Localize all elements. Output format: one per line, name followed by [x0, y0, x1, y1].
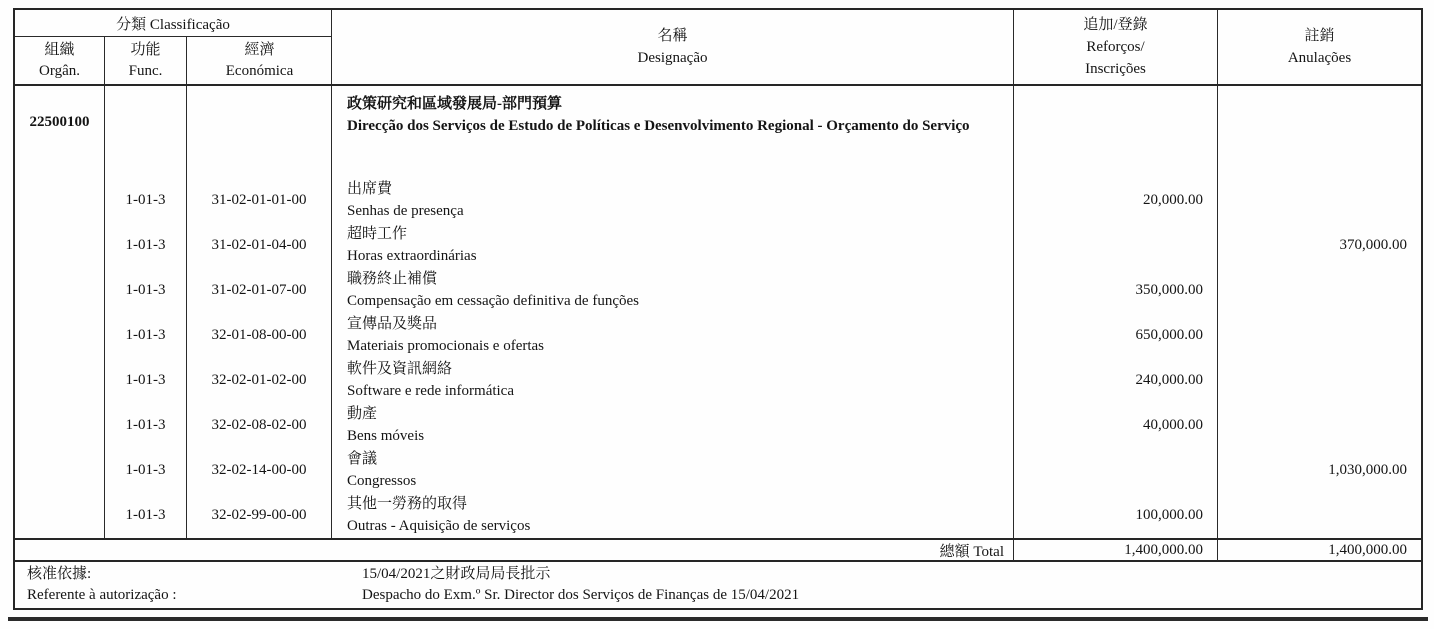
designation-zh: 超時工作 — [347, 226, 408, 242]
reforcos-amount: 40,000.00 — [1014, 403, 1218, 448]
func-code: 1-01-3 — [105, 178, 187, 223]
designation-cell — [332, 223, 1014, 268]
designation-pt: Congressos — [347, 472, 417, 489]
anulacoes-amount — [1218, 268, 1421, 313]
bottom-rule-divider — [8, 617, 1428, 621]
authorization-value — [347, 564, 1421, 608]
designation-cell — [332, 268, 1014, 313]
anulacoes-amount — [1218, 403, 1421, 448]
designation-pt: Software e rede informática — [347, 382, 514, 399]
designation-cell — [332, 358, 1014, 403]
func-header-pt: Func. — [128, 62, 163, 79]
func-code: 1-01-3 — [105, 313, 187, 358]
designation-pt: Horas extraordinárias — [347, 247, 477, 264]
designation-cell — [332, 313, 1014, 358]
designation-zh: 軟件及資訊網絡 — [347, 361, 453, 377]
table-row — [15, 268, 1421, 313]
designation-pt: Senhas de presença — [347, 202, 464, 219]
empty-func-cell — [105, 86, 187, 178]
func-code: 1-01-3 — [105, 268, 187, 313]
econ-code: 32-02-01-02-00 — [187, 358, 332, 403]
organ-code: 22500100 — [15, 86, 105, 178]
column-header-designation — [332, 10, 1014, 84]
func-code: 1-01-3 — [105, 223, 187, 268]
designation-zh: 職務終止補償 — [347, 271, 438, 287]
designation-zh: 動產 — [347, 406, 378, 422]
anulacoes-amount — [1218, 358, 1421, 403]
table-row — [15, 358, 1421, 403]
anulacoes-header-zh: 註銷 — [1304, 28, 1335, 44]
reforcos-amount: 100,000.00 — [1014, 493, 1218, 538]
designation-cell — [332, 493, 1014, 538]
total-label: 總額 Total — [15, 540, 1014, 561]
empty-econ-cell — [187, 86, 332, 178]
reforcos-amount — [1014, 448, 1218, 493]
anulacoes-amount: 370,000.00 — [1339, 237, 1407, 253]
table-row — [15, 403, 1421, 448]
econ-code: 31-02-01-07-00 — [187, 268, 332, 313]
econ-header-pt: Económica — [225, 62, 294, 79]
func-code: 1-01-3 — [105, 448, 187, 493]
classification-subheaders — [15, 37, 331, 84]
designation-pt: Materiais promocionais e ofertas — [347, 337, 545, 354]
budget-table — [13, 8, 1423, 610]
designation-cell — [332, 448, 1014, 493]
anulacoes-amount — [1218, 313, 1421, 358]
designation-zh: 宣傳品及獎品 — [347, 316, 438, 332]
reforcos-amount: 350,000.00 — [1014, 268, 1218, 313]
designation-pt: Bens móveis — [347, 427, 425, 444]
reforcos-amount — [1014, 223, 1218, 268]
table-header — [15, 10, 1421, 86]
anulacoes-amount — [1218, 493, 1421, 538]
organ-header-pt: Orgân. — [39, 62, 80, 79]
classification-header-group — [15, 10, 332, 84]
anulacoes-amount: 1,030,000.00 — [1328, 462, 1407, 478]
econ-code: 31-02-01-04-00 — [187, 223, 332, 268]
column-header-func — [105, 37, 187, 84]
column-header-anulacoes — [1218, 10, 1421, 84]
designation-pt: Outras - Aquisição de serviços — [347, 517, 531, 534]
func-code: 1-01-3 — [105, 403, 187, 448]
reforcos-header-pt2: Inscrições — [1085, 61, 1146, 77]
econ-code: 31-02-01-01-00 — [187, 178, 332, 223]
reforcos-amount: 20,000.00 — [1014, 178, 1218, 223]
anulacoes-amount — [1218, 178, 1421, 223]
column-header-reforcos — [1014, 10, 1218, 84]
func-code: 1-01-3 — [105, 493, 187, 538]
authorization-footer — [15, 562, 1421, 608]
total-reforcos: 1,400,000.00 — [1014, 540, 1218, 561]
table-row — [15, 223, 1421, 268]
reforcos-header-pt1: Reforços/ — [1086, 39, 1145, 55]
designation-zh: 會議 — [347, 451, 378, 467]
authorization-label-pt: Referente à autorização : — [27, 587, 177, 603]
authorization-label — [15, 564, 347, 608]
econ-code: 32-02-08-02-00 — [187, 403, 332, 448]
total-anulacoes: 1,400,000.00 — [1328, 542, 1407, 558]
authorization-value-zh: 15/04/2021之財政局局長批示 — [362, 566, 551, 582]
table-row — [15, 493, 1421, 538]
column-header-organ — [15, 37, 105, 84]
reforcos-header-zh: 追加/登錄 — [1083, 17, 1148, 33]
classification-header: 分類 Classificação — [15, 10, 331, 37]
table-row — [15, 448, 1421, 493]
func-header-zh: 功能 — [130, 41, 161, 58]
authorization-label-zh: 核准依據: — [27, 566, 92, 582]
table-row — [15, 178, 1421, 223]
econ-header-zh: 經濟 — [244, 41, 275, 58]
empty-reforcos-cell — [1014, 86, 1218, 178]
anulacoes-header-pt: Anulações — [1287, 50, 1352, 66]
designation-zh: 出席費 — [347, 181, 393, 197]
total-row — [15, 538, 1421, 562]
table-row — [15, 313, 1421, 358]
designation-header-pt: Designação — [637, 50, 708, 66]
organisation-row — [15, 86, 1421, 178]
organ-title-pt: Direcção dos Serviços de Estudo de Políticas e Desenvolvimento Regional - Orçamento do Serviço — [347, 118, 970, 134]
organ-designation-cell — [332, 86, 1014, 178]
designation-cell — [332, 403, 1014, 448]
econ-code: 32-02-14-00-00 — [187, 448, 332, 493]
designation-header-zh: 名稱 — [657, 28, 688, 44]
empty-anulacoes-cell — [1218, 86, 1421, 178]
designation-pt: Compensação em cessação definitiva de funções — [347, 292, 639, 309]
econ-code: 32-01-08-00-00 — [187, 313, 332, 358]
column-header-econ — [187, 37, 332, 84]
designation-zh: 其他一勞務的取得 — [347, 496, 468, 512]
reforcos-amount: 240,000.00 — [1014, 358, 1218, 403]
econ-code: 32-02-99-00-00 — [187, 493, 332, 538]
func-code: 1-01-3 — [105, 358, 187, 403]
designation-cell — [332, 178, 1014, 223]
reforcos-amount: 650,000.00 — [1014, 313, 1218, 358]
authorization-value-pt: Despacho do Exm.º Sr. Director dos Serviços de Finanças de 15/04/2021 — [362, 587, 800, 603]
organ-title-zh: 政策研究和區域發展局-部門預算 — [347, 96, 562, 112]
organ-header-zh: 組織 — [44, 41, 75, 58]
